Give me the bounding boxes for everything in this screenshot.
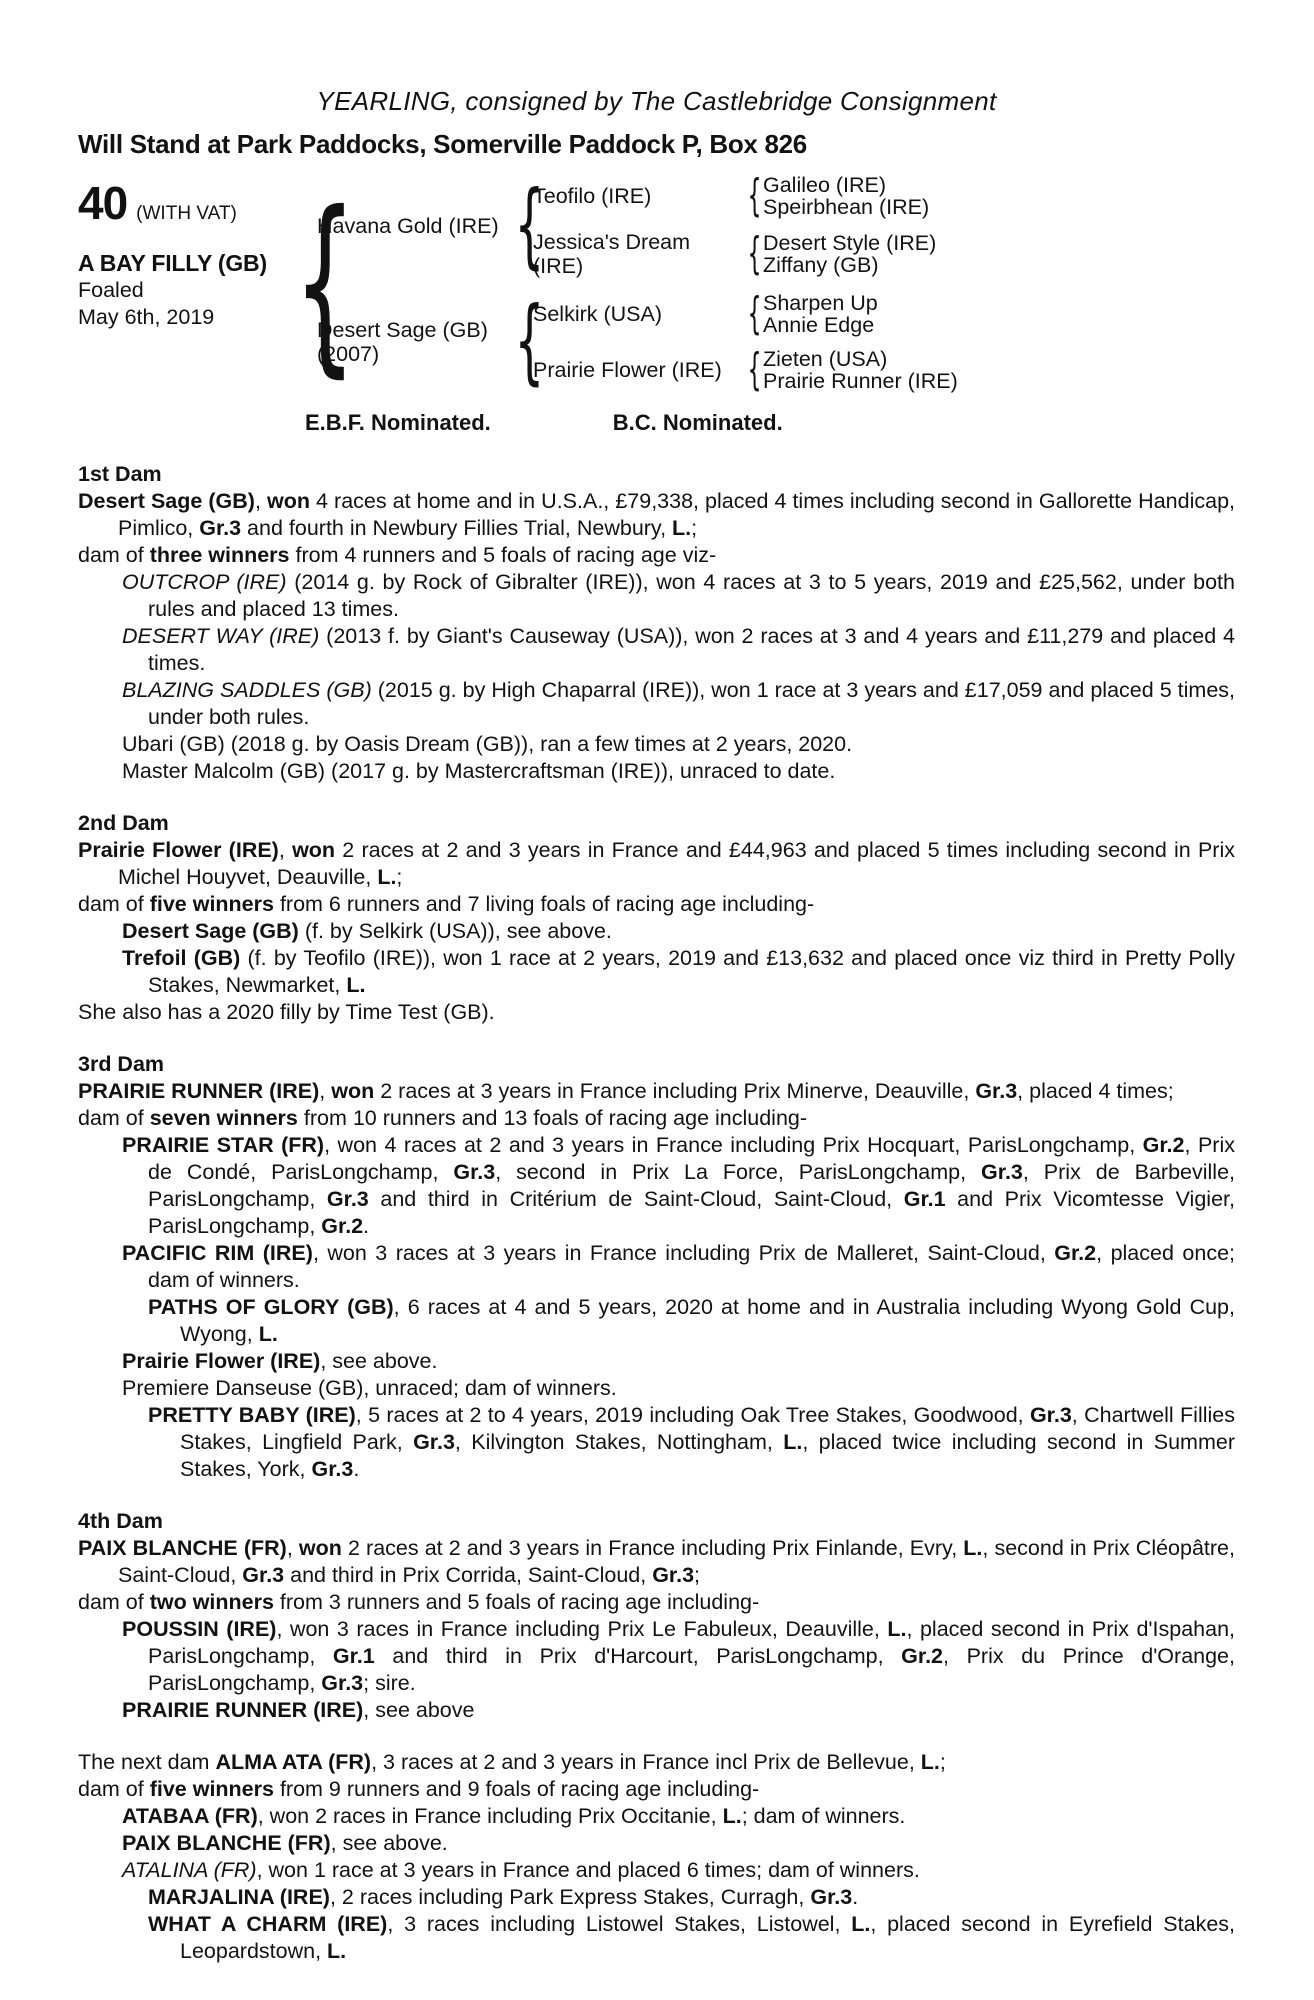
text-run: , Chartwell Fillies Stakes, Lingfield Park, (180, 1403, 1235, 1454)
catalogue-paragraph (78, 677, 1235, 731)
text-run: Desert Sage (GB) (122, 919, 299, 943)
catalogue-paragraph (78, 1535, 1235, 1589)
catalogue-paragraph (78, 488, 1235, 542)
sire-sire-name: Teofilo (IRE) (533, 184, 652, 208)
text-run: . (852, 1885, 859, 1909)
bc-nominated-label: B.C. Nominated. (612, 410, 783, 435)
text-run: (2013 f. by Giant's Causeway (USA)), won 2 races at 3 and 4 years and £11,279 and placed 4 times. (148, 624, 1235, 675)
catalogue-paragraph (78, 758, 1235, 785)
foaled-label: Foaled (78, 278, 144, 302)
text-run: WHAT A CHARM (IRE) (148, 1912, 388, 1936)
text-run: . (363, 1214, 370, 1238)
text-run: five winners (149, 892, 274, 916)
text-run: Prairie Flower (IRE) (122, 1349, 321, 1373)
text-run: , 6 races at 4 and 5 years, 2020 at home and in Australia including Wyong Gold Cup, Wyong, (180, 1295, 1235, 1346)
text-run: ; dam of winners. (741, 1804, 906, 1828)
text-run: , placed twice including second in Summer Stakes, York, (180, 1430, 1235, 1481)
text-run: won (331, 1079, 375, 1103)
dam-section-heading: 4th Dam (78, 1509, 163, 1533)
text-run: from 9 runners and 9 foals of racing age including- (273, 1777, 760, 1801)
catalogue-paragraph (78, 1589, 1235, 1616)
text-run: , (254, 489, 268, 513)
text-run: , second in Prix La Force, ParisLongchamp, (495, 1160, 982, 1184)
text-run: , placed 4 times; (1017, 1079, 1174, 1103)
text-run: Gr.1 (903, 1187, 946, 1211)
text-run: dam of (78, 543, 150, 567)
catalogue-paragraph (78, 1830, 1235, 1857)
text-run: (2014 g. by Rock of Gibralter (IRE)), won 4 races at 3 to 5 years, 2019 and £25,562, under both rules and placed 13 times. (148, 570, 1235, 621)
text-run: PRETTY BABY (IRE) (148, 1403, 356, 1427)
text-run: won (298, 1536, 342, 1560)
text-run: Gr.2 (901, 1644, 944, 1668)
catalogue-paragraph (78, 1803, 1235, 1830)
dam-sire-brace (748, 293, 759, 334)
dam-name: Desert Sage (GB) (317, 318, 488, 342)
text-run: from 6 runners and 7 living foals of racing age including- (273, 892, 815, 916)
text-run: and third in Critérium de Saint-Cloud, Saint-Cloud, (368, 1187, 904, 1211)
catalogue-paragraph (78, 918, 1235, 945)
text-run: She also has a 2020 filly by Time Test (GB). (78, 1000, 495, 1024)
dam-section-heading: 2nd Dam (78, 811, 169, 835)
text-run: (f. by Teofilo (IRE)), won 1 race at 2 years, 2019 and £13,632 and placed once viz third in Pretty Polly Stakes, Newmarket, (148, 946, 1235, 997)
text-run: , Kilvington Stakes, Nottingham, (454, 1430, 784, 1454)
text-run: ATALINA (FR) (122, 1858, 257, 1882)
catalogue-paragraph (78, 1294, 1235, 1348)
dam-dam-dam-name: Prairie Runner (IRE) (763, 369, 958, 393)
text-run: two winners (149, 1590, 274, 1614)
text-run: PAIX BLANCHE (FR) (122, 1831, 331, 1855)
dam-section-heading: 3rd Dam (78, 1052, 165, 1076)
lot-horse-name: A BAY FILLY (GB) (78, 250, 267, 276)
dam-sire-sire-name: Sharpen Up (763, 291, 878, 315)
text-run: . (353, 1457, 360, 1481)
sire-dam-name: Jessica's Dream (IRE) (533, 230, 691, 278)
text-run: Gr.3 (810, 1885, 853, 1909)
text-run: PRAIRIE STAR (FR) (122, 1133, 325, 1157)
text-run: , (286, 1536, 299, 1560)
text-run: , see above (363, 1698, 475, 1722)
text-run: ; (396, 865, 403, 889)
text-run: (2015 g. by High Chaparral (IRE)), won 1 race at 3 years and £17,059 and placed 5 times, under both rules. (148, 678, 1235, 729)
text-run: , won 3 races at 3 years in France including Prix de Malleret, Saint-Cloud, (312, 1241, 1055, 1265)
text-run: 2 races at 3 years in France including Prix Minerve, Deauville, (374, 1079, 976, 1103)
text-run: Gr.3 (975, 1079, 1018, 1103)
text-run: Gr.2 (1054, 1241, 1097, 1265)
text-run: MARJALINA (IRE) (148, 1885, 330, 1909)
text-run: , placed second in Prix d'Ispahan, ParisLongchamp, (148, 1617, 1236, 1668)
text-run: Gr.3 (1029, 1403, 1072, 1427)
text-run: seven winners (149, 1106, 298, 1130)
text-run: (f. by Selkirk (USA)), see above. (298, 919, 612, 943)
text-run: PRAIRIE RUNNER (IRE) (122, 1698, 364, 1722)
text-run: from 3 runners and 5 foals of racing age including- (273, 1590, 760, 1614)
text-run: Gr.3 (321, 1671, 364, 1695)
text-run: ALMA ATA (FR) (215, 1750, 372, 1774)
text-run: from 4 runners and 5 foals of racing age viz- (289, 543, 717, 567)
catalogue-paragraph (78, 1749, 1235, 1776)
foaled-date: May 6th, 2019 (78, 305, 215, 329)
dam-sire-branch (533, 292, 977, 336)
catalogue-paragraph (78, 891, 1235, 918)
dam-dam-name: Prairie Flower (IRE) (533, 358, 722, 382)
text-run: , 2 races including Park Express Stakes, Curragh, (329, 1885, 811, 1909)
text-run: , Prix de Barbeville, ParisLongchamp, (148, 1160, 1236, 1211)
text-run: , (319, 1079, 332, 1103)
catalogue-paragraph (78, 569, 1235, 623)
text-run: , see above. (330, 1831, 448, 1855)
dam-brace (514, 298, 527, 386)
text-run: PATHS OF GLORY (GB) (148, 1295, 394, 1319)
dam-sire-name: Selkirk (USA) (533, 302, 663, 326)
nominations-row (78, 410, 1235, 436)
text-run: L. (851, 1912, 871, 1936)
text-run: , (278, 838, 293, 862)
pedigree-chart (78, 174, 1235, 392)
text-run: BLAZING SADDLES (GB) (122, 678, 372, 702)
text-run: , placed once; dam of winners. (148, 1241, 1236, 1292)
catalogue-paragraph (78, 1375, 1235, 1402)
text-run: Gr.3 (326, 1187, 369, 1211)
text-run: dam of (78, 892, 150, 916)
text-run: Gr.3 (453, 1160, 496, 1184)
lot-vat-note: (WITH VAT) (136, 203, 237, 224)
text-run: Trefoil (GB) (122, 946, 241, 970)
text-run: Gr.3 (311, 1457, 354, 1481)
text-run: L. (963, 1536, 983, 1560)
text-run: , Prix de Condé, ParisLongchamp, (148, 1133, 1235, 1184)
text-run: and third in Prix Corrida, Saint-Cloud, (284, 1563, 653, 1587)
catalogue-paragraph (78, 1240, 1235, 1294)
text-run: and fourth in Newbury Fillies Trial, Newbury, (241, 516, 673, 540)
section-spacer (78, 1724, 1235, 1749)
catalogue-paragraph (78, 945, 1235, 999)
text-run: 2 races at 2 and 3 years in France including Prix Finlande, Evry, (341, 1536, 964, 1560)
catalogue-paragraph (78, 1857, 1235, 1884)
text-run: , placed second in Eyrefield Stakes, Leopardstown, (180, 1912, 1235, 1963)
text-run: L. (672, 516, 692, 540)
text-run: , won 3 races in France including Prix Le Fabuleux, Deauville, (276, 1617, 888, 1641)
text-run: Gr.3 (242, 1563, 285, 1587)
text-run: Gr.3 (199, 516, 242, 540)
catalogue-paragraph (78, 1078, 1235, 1105)
dam-section-heading: 1st Dam (78, 462, 162, 486)
text-run: L. (920, 1750, 940, 1774)
catalogue-paragraph (78, 837, 1235, 891)
pedigree-tree (287, 174, 977, 392)
text-run: 4 races at home and in U.S.A., £79,338, placed 4 times including second in Gallorette Handicap, Pimlico, (118, 489, 1235, 540)
text-run: The next dam (78, 1750, 216, 1774)
text-run: , second in Prix Cléopâtre, Saint-Cloud, (118, 1536, 1235, 1587)
text-run: Master Malcolm (GB) (2017 g. by Mastercraftsman (IRE)), unraced to date. (122, 759, 836, 783)
sire-dam-sire-name: Desert Style (IRE) (763, 231, 937, 255)
stand-location-line: Will Stand at Park Paddocks, Somerville Paddock P, Box 826 (78, 129, 807, 159)
text-run: Premiere Danseuse (GB), unraced; dam of winners. (122, 1376, 617, 1400)
text-run: Gr.1 (332, 1644, 375, 1668)
text-run: L. (258, 1322, 278, 1346)
text-run: three winners (149, 543, 290, 567)
text-run: , 3 races including Listowel Stakes, Listowel, (387, 1912, 852, 1936)
catalogue-paragraph (78, 1616, 1235, 1697)
text-run: PAIX BLANCHE (FR) (78, 1536, 287, 1560)
dam-dam-brace (748, 349, 759, 390)
sire-sire-brace (748, 175, 759, 216)
sire-name: Havana Gold (IRE) (317, 214, 499, 238)
text-run: Gr.3 (413, 1430, 455, 1454)
text-run: dam of (78, 1777, 150, 1801)
catalogue-paragraph (78, 542, 1235, 569)
sire-sire-dam-name: Speirbhean (IRE) (763, 195, 930, 219)
text-run: Prairie Flower (IRE) (78, 838, 279, 862)
sire-dam-brace (748, 233, 759, 274)
catalogue-paragraph (78, 1697, 1235, 1724)
sire-sire-branch (533, 174, 977, 218)
catalogue-paragraph (78, 623, 1235, 677)
dam-dam-sire-name: Zieten (USA) (763, 347, 888, 371)
dam-branch (317, 292, 977, 392)
text-run: , see above. (320, 1349, 438, 1373)
text-run: 2 races at 2 and 3 years in France and £44,963 and placed 5 times including second in Prix Michel Houyvet, Deauville, (118, 838, 1235, 889)
sire-brace (514, 182, 527, 270)
pedigree-root-brace (294, 192, 311, 375)
text-run: Desert Sage (GB) (78, 489, 255, 513)
text-run: Ubari (GB) (2018 g. by Oasis Dream (GB)), ran a few times at 2 years, 2020. (122, 732, 853, 756)
text-run: , won 1 race at 3 years in France and placed 6 times; dam of winners. (256, 1858, 920, 1882)
text-run: , won 2 races in France including Prix Occitanie, (257, 1804, 723, 1828)
dam-dam-branch (533, 348, 977, 392)
text-run: , 3 races at 2 and 3 years in France incl Prix de Bellevue, (371, 1750, 921, 1774)
sire-sire-sire-name: Galileo (IRE) (763, 173, 887, 197)
text-run: won (267, 489, 311, 513)
text-run: and Prix Vicomtesse Vigier, ParisLongchamp, (148, 1187, 1235, 1238)
text-run: L. (722, 1804, 742, 1828)
text-run: , Prix du Prince d'Orange, ParisLongchamp, (148, 1644, 1235, 1695)
text-run: , won 4 races at 2 and 3 years in France including Prix Hocquart, ParisLongchamp, (324, 1133, 1143, 1157)
dam-year: (2007) (317, 342, 380, 366)
catalogue-paragraph (78, 731, 1235, 758)
catalogue-paragraph (78, 1105, 1235, 1132)
text-run: ATABAA (FR) (122, 1804, 258, 1828)
catalogue-paragraph (78, 999, 1235, 1026)
text-run: and third in Prix d'Harcourt, ParisLongchamp, (374, 1644, 902, 1668)
text-run: from 10 runners and 13 foals of racing age including- (297, 1106, 808, 1130)
text-run: dam of (78, 1106, 150, 1130)
text-run: dam of (78, 1590, 150, 1614)
text-run: OUTCROP (IRE) (122, 570, 287, 594)
sire-branch (317, 174, 977, 278)
text-run: ; (939, 1750, 946, 1774)
text-run: Gr.2 (321, 1214, 364, 1238)
text-run: Gr.3 (652, 1563, 695, 1587)
text-run: L. (346, 973, 366, 997)
text-run: Gr.3 (981, 1160, 1023, 1184)
catalogue-paragraph (78, 1911, 1235, 1965)
text-run: L. (783, 1430, 803, 1454)
text-run: L. (327, 1939, 347, 1963)
ebf-nominated-label: E.B.F. Nominated. (305, 410, 491, 435)
lot-info (78, 174, 287, 392)
dam-sire-dam-name: Annie Edge (763, 313, 875, 337)
text-run: , 5 races at 2 to 4 years, 2019 including Oak Tree Stakes, Goodwood, (355, 1403, 1030, 1427)
dam-sections (78, 461, 1235, 1965)
catalogue-paragraph (78, 1132, 1235, 1240)
text-run: DESERT WAY (IRE) (122, 624, 320, 648)
text-run: L. (887, 1617, 907, 1641)
lot-number: 40 (78, 177, 128, 229)
catalogue-paragraph (78, 1402, 1235, 1483)
text-run: five winners (149, 1777, 274, 1801)
lot-number-row (78, 177, 287, 229)
sire-dam-dam-name: Ziffany (GB) (763, 253, 879, 277)
text-run: L. (377, 865, 397, 889)
catalogue-paragraph (78, 1776, 1235, 1803)
catalogue-paragraph (78, 1348, 1235, 1375)
consignment-heading: YEARLING, consigned by The Castlebridge Consignment (316, 86, 997, 116)
text-run: ; sire. (363, 1671, 416, 1695)
catalogue-paragraph (78, 1884, 1235, 1911)
text-run: ; (694, 1563, 701, 1587)
text-run: PRAIRIE RUNNER (IRE) (78, 1079, 320, 1103)
text-run: PACIFIC RIM (IRE) (122, 1241, 313, 1265)
text-run: won (292, 838, 336, 862)
text-run: POUSSIN (IRE) (122, 1617, 277, 1641)
text-run: ; (691, 516, 698, 540)
text-run: Gr.2 (1142, 1133, 1185, 1157)
sire-dam-branch (533, 230, 977, 278)
